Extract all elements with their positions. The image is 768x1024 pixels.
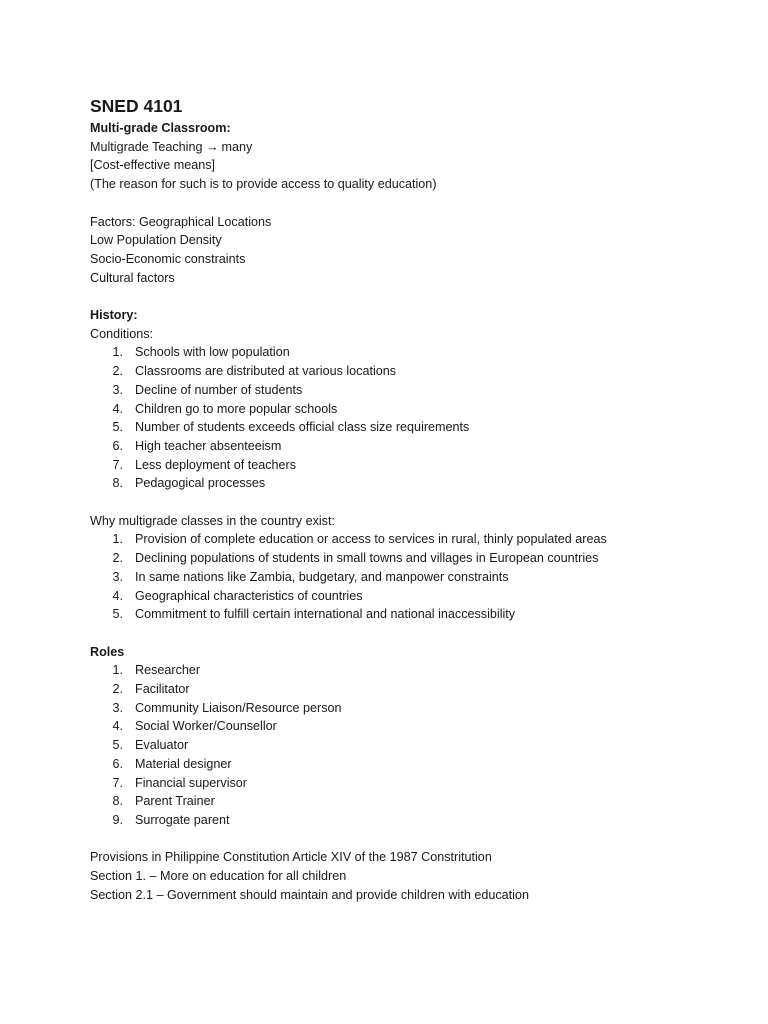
multigrade-heading: Multi-grade Classroom: [90, 121, 231, 135]
factors-line: Cultural factors [90, 270, 175, 285]
list-number: 7. [112, 457, 123, 472]
list-text: Surrogate parent [135, 812, 230, 827]
list-item [90, 755, 730, 774]
list-item [90, 437, 730, 456]
teaching-right-text: many [221, 139, 253, 154]
list-text: Number of students exceeds official class size requirements [135, 420, 470, 435]
cost-effective-line: [Cost-effective means] [90, 158, 216, 173]
list-item [90, 456, 730, 475]
why-heading: Why multigrade classes in the country exist: [90, 513, 335, 528]
list-item [90, 661, 730, 680]
list-item [90, 587, 730, 606]
list-item [90, 699, 730, 718]
roles-heading: Roles [90, 644, 125, 659]
list-number: 4. [112, 588, 123, 603]
list-text: Schools with low population [135, 345, 290, 360]
list-item [90, 381, 730, 400]
list-number: 3. [112, 569, 123, 584]
list-number: 1. [112, 663, 123, 678]
list-number: 8. [112, 794, 123, 809]
list-number: 3. [112, 382, 123, 397]
list-text: Evaluator [135, 738, 189, 753]
list-text: Decline of number of students [135, 382, 303, 397]
factors-line: Factors: Geographical Locations [90, 214, 272, 229]
list-number: 2. [112, 551, 123, 566]
list-number: 5. [112, 420, 123, 435]
right-arrow-icon: → [205, 139, 219, 154]
list-number: 4. [112, 401, 123, 416]
list-text: Researcher [135, 663, 201, 678]
list-item [90, 680, 730, 699]
list-item [90, 811, 730, 830]
roles-list [90, 661, 730, 829]
list-text: Less deployment of teachers [135, 457, 297, 472]
list-item [90, 400, 730, 419]
list-text: Community Liaison/Resource person [135, 700, 342, 715]
list-number: 8. [112, 476, 123, 491]
list-item [90, 343, 730, 362]
list-number: 1. [112, 532, 123, 547]
list-item [90, 792, 730, 811]
list-text: Provision of complete education or access to services in rural, thinly populated areas [135, 532, 607, 547]
list-item [90, 362, 730, 381]
list-number: 1. [112, 345, 123, 360]
list-number: 2. [112, 364, 123, 379]
list-item [90, 418, 730, 437]
list-text: Geographical characteristics of countries [135, 588, 363, 603]
list-number: 5. [112, 738, 123, 753]
list-number: 5. [112, 607, 123, 622]
document-title: SNED 4101 [90, 96, 183, 116]
spacer [90, 624, 730, 643]
list-text: Material designer [135, 756, 232, 771]
provisions-line: Provisions in Philippine Constitution Article XIV of the 1987 Constritution [90, 850, 492, 865]
factors-line: Low Population Density [90, 233, 222, 248]
list-number: 7. [112, 775, 123, 790]
list-text: Pedagogical processes [135, 476, 266, 491]
list-text: Facilitator [135, 682, 190, 697]
list-item [90, 736, 730, 755]
list-number: 3. [112, 700, 123, 715]
list-number: 4. [112, 719, 123, 734]
provisions-line: Section 2.1 – Government should maintain and provide children with education [90, 887, 529, 902]
reason-line: (The reason for such is to provide access to quality education) [90, 177, 437, 192]
list-text: Declining populations of students in small towns and villages in European countries [135, 551, 599, 566]
list-item [90, 549, 730, 568]
list-text: Parent Trainer [135, 794, 215, 809]
factors-line: Socio-Economic constraints [90, 251, 246, 266]
list-text: Social Worker/Counsellor [135, 719, 277, 734]
spacer [90, 287, 730, 306]
list-item [90, 530, 730, 549]
list-text: Commitment to fulfill certain international and national inaccessibility [135, 607, 516, 622]
why-list [90, 530, 730, 624]
conditions-list [90, 343, 730, 493]
list-item [90, 568, 730, 587]
teaching-left-text: Multigrade Teaching [90, 139, 203, 154]
provisions-line: Section 1. – More on education for all children [90, 869, 347, 884]
history-heading: History: [90, 308, 138, 322]
list-item [90, 605, 730, 624]
spacer [90, 493, 730, 512]
list-text: Children go to more popular schools [135, 401, 338, 416]
multigrade-teaching-line [90, 138, 730, 157]
list-text: In same nations like Zambia, budgetary, and manpower constraints [135, 569, 509, 584]
list-number: 6. [112, 756, 123, 771]
list-text: High teacher absenteeism [135, 438, 282, 453]
list-number: 9. [112, 812, 123, 827]
list-item [90, 474, 730, 493]
spacer [90, 194, 730, 213]
conditions-label: Conditions: [90, 326, 154, 341]
list-text: Financial supervisor [135, 775, 247, 790]
spacer [90, 830, 730, 849]
list-number: 2. [112, 682, 123, 697]
list-item [90, 774, 730, 793]
list-text: Classrooms are distributed at various locations [135, 364, 397, 379]
document-page [90, 94, 730, 904]
list-item [90, 717, 730, 736]
list-number: 6. [112, 438, 123, 453]
